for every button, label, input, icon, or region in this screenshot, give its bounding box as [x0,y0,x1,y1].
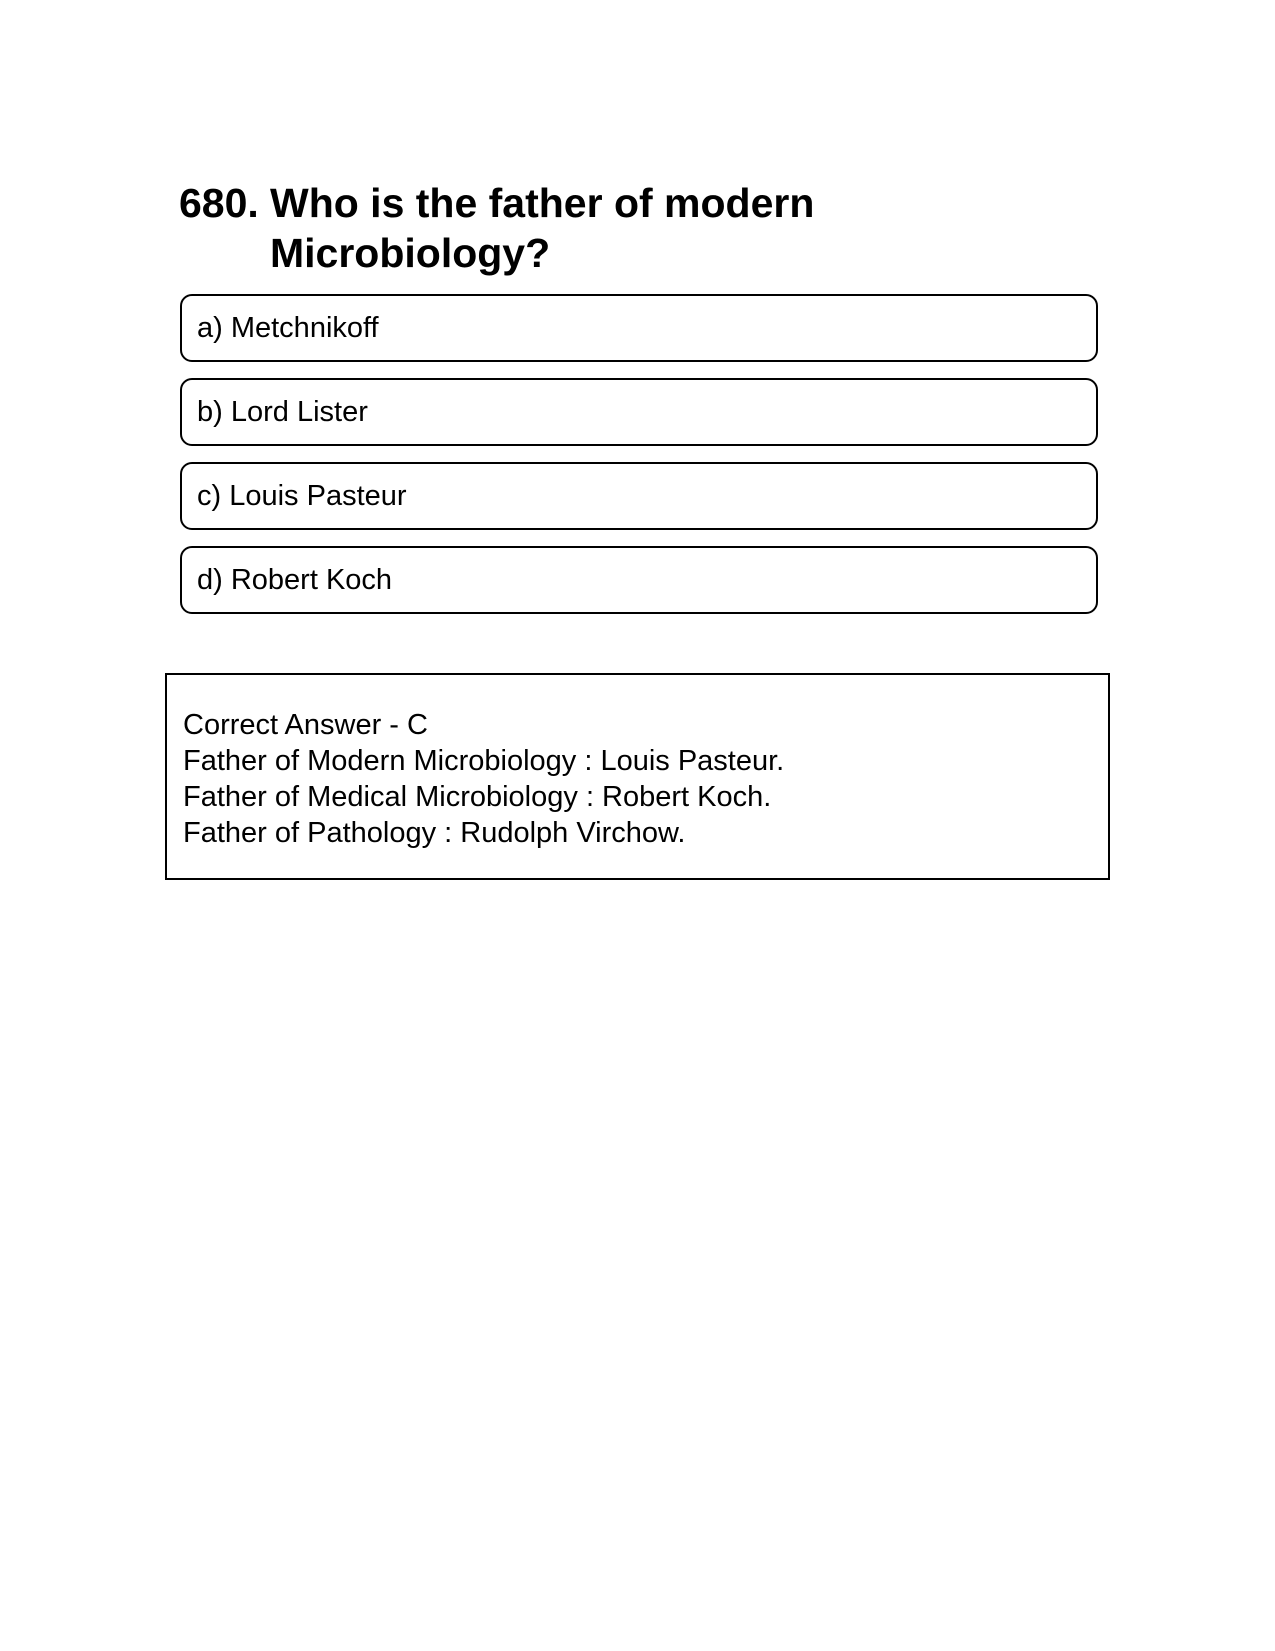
question-heading [179,178,899,278]
correct-answer-line: Correct Answer - C [183,709,428,741]
option-d[interactable] [180,546,1098,614]
option-a[interactable] [180,294,1098,362]
options-list [180,294,1098,630]
option-b[interactable] [180,378,1098,446]
question-number: 680. [179,180,259,226]
option-c[interactable] [180,462,1098,530]
option-d-label: d) Robert Koch [197,563,393,596]
explanation-line-2: Father of Medical Microbiology : Robert Koch. [183,781,772,813]
option-a-label: a) Metchnikoff [197,311,379,344]
explanation-line-3: Father of Pathology : Rudolph Virchow. [183,817,686,849]
answer-explanation-box [165,673,1110,880]
explanation-line-1: Father of Modern Microbiology : Louis Pasteur. [183,745,785,777]
option-c-label: c) Louis Pasteur [197,479,407,512]
question-text: Who is the father of modern Microbiology? [270,180,815,276]
option-b-label: b) Lord Lister [197,395,368,428]
